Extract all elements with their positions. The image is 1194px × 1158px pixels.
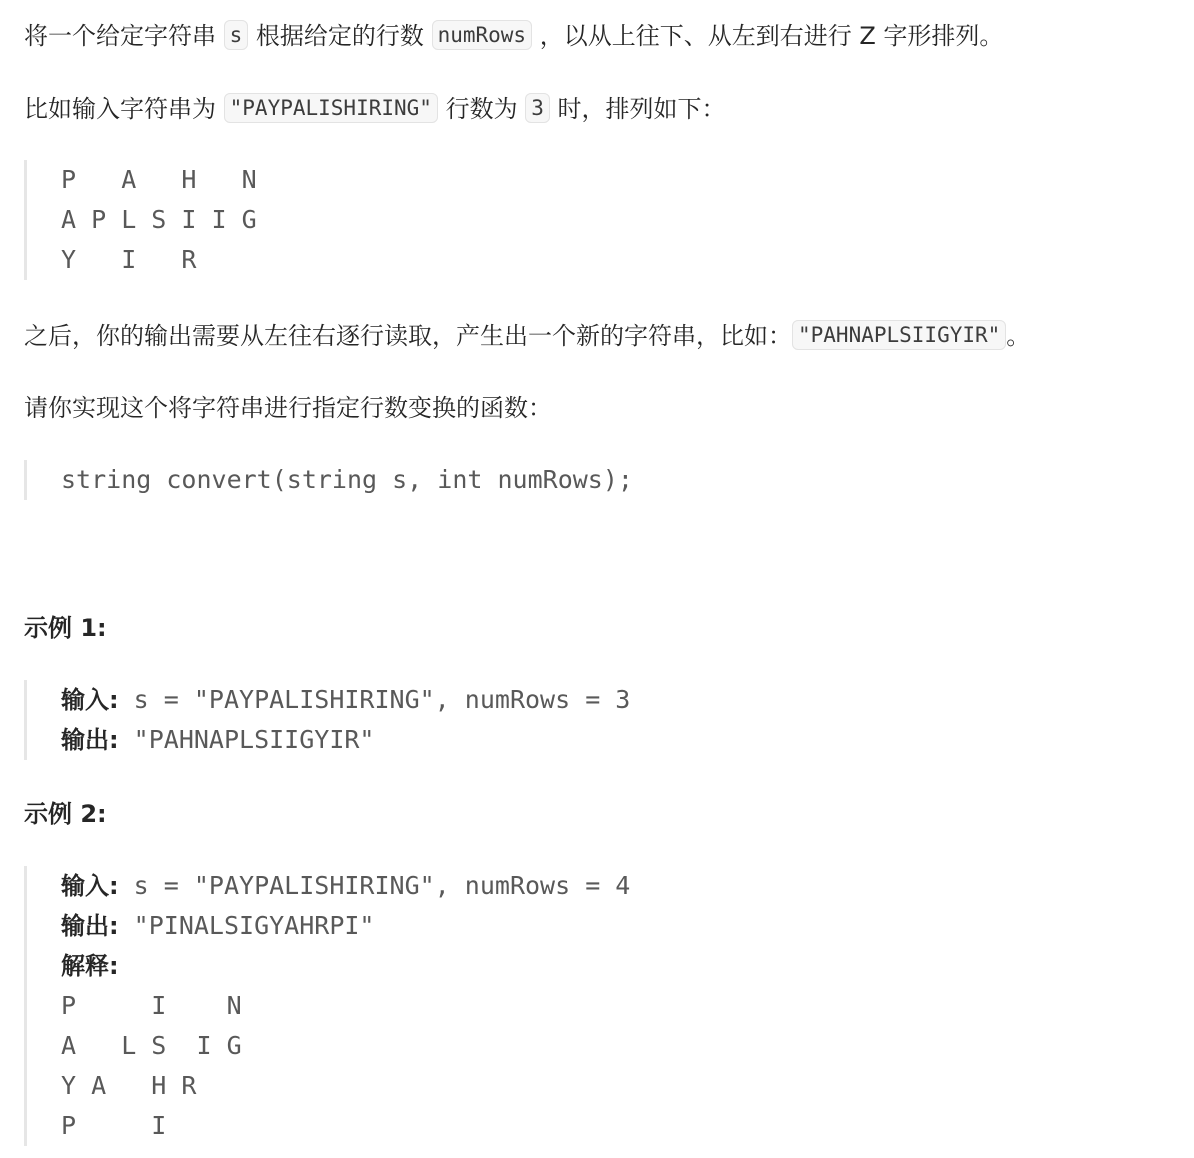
text-fragment: 将一个给定字符串 xyxy=(24,22,224,50)
inline-code-input-string: "PAYPALISHIRING" xyxy=(224,93,438,123)
example-2-output-line xyxy=(61,906,630,946)
text-fragment: 比如输入字符串为 xyxy=(24,95,224,123)
example-1-heading: 示例 1: xyxy=(24,614,107,642)
output-value: "PINALSIGYAHRPI" xyxy=(118,911,375,940)
output-label: 输出: xyxy=(61,912,119,940)
example-1-input-line xyxy=(61,680,630,720)
text-fragment: 行数为 xyxy=(437,95,526,123)
input-value: s = "PAYPALISHIRING", numRows = 4 xyxy=(118,871,631,900)
inline-code-output-string: "PAHNAPLSIIGYIR" xyxy=(792,320,1006,350)
example-1-output-line xyxy=(61,720,630,760)
function-signature-block xyxy=(24,460,633,500)
example-2-heading: 示例 2: xyxy=(24,800,107,828)
text-fragment: 时，排列如下： xyxy=(549,95,726,123)
zigzag-example-block xyxy=(24,160,257,280)
example-2-input-line xyxy=(61,866,630,906)
inline-code-s: s xyxy=(224,20,249,50)
zigzag-row: P I xyxy=(61,1111,167,1140)
zigzag-row: Y I R xyxy=(61,245,197,274)
intro-paragraph-3 xyxy=(24,317,1030,354)
zigzag-row: A P L S I I G xyxy=(61,205,257,234)
input-label: 输入: xyxy=(61,872,119,900)
intro-paragraph-4: 请你实现这个将字符串进行指定行数变换的函数： xyxy=(24,394,552,422)
text-fragment: ，以从上往下、从左到右进行 Z 字形排列。 xyxy=(532,22,1004,50)
zigzag-row: A L S I G xyxy=(61,1031,242,1060)
inline-code-row-count: 3 xyxy=(525,93,550,123)
input-label: 输入: xyxy=(61,686,119,714)
example-2-explain-line xyxy=(61,946,630,986)
intro-paragraph-2 xyxy=(24,90,726,127)
function-signature: string convert(string s, int numRows); xyxy=(61,465,633,494)
zigzag-row: Y A H R xyxy=(61,1071,197,1100)
zigzag-row: P A H N xyxy=(61,165,257,194)
text-fragment: 。 xyxy=(1006,322,1031,350)
input-value: s = "PAYPALISHIRING", numRows = 3 xyxy=(118,685,631,714)
explain-label: 解释: xyxy=(61,952,119,980)
inline-code-numrows: numRows xyxy=(432,20,533,50)
example-2-block xyxy=(24,866,630,1146)
text-fragment: 根据给定的行数 xyxy=(248,22,432,50)
example-1-block xyxy=(24,680,630,760)
zigzag-row: P I N xyxy=(61,991,242,1020)
text-fragment: 之后，你的输出需要从左往右逐行读取，产生出一个新的字符串，比如： xyxy=(24,322,792,350)
output-value: "PAHNAPLSIIGYIR" xyxy=(118,725,375,754)
intro-paragraph-1 xyxy=(24,17,1003,54)
output-label: 输出: xyxy=(61,726,119,754)
